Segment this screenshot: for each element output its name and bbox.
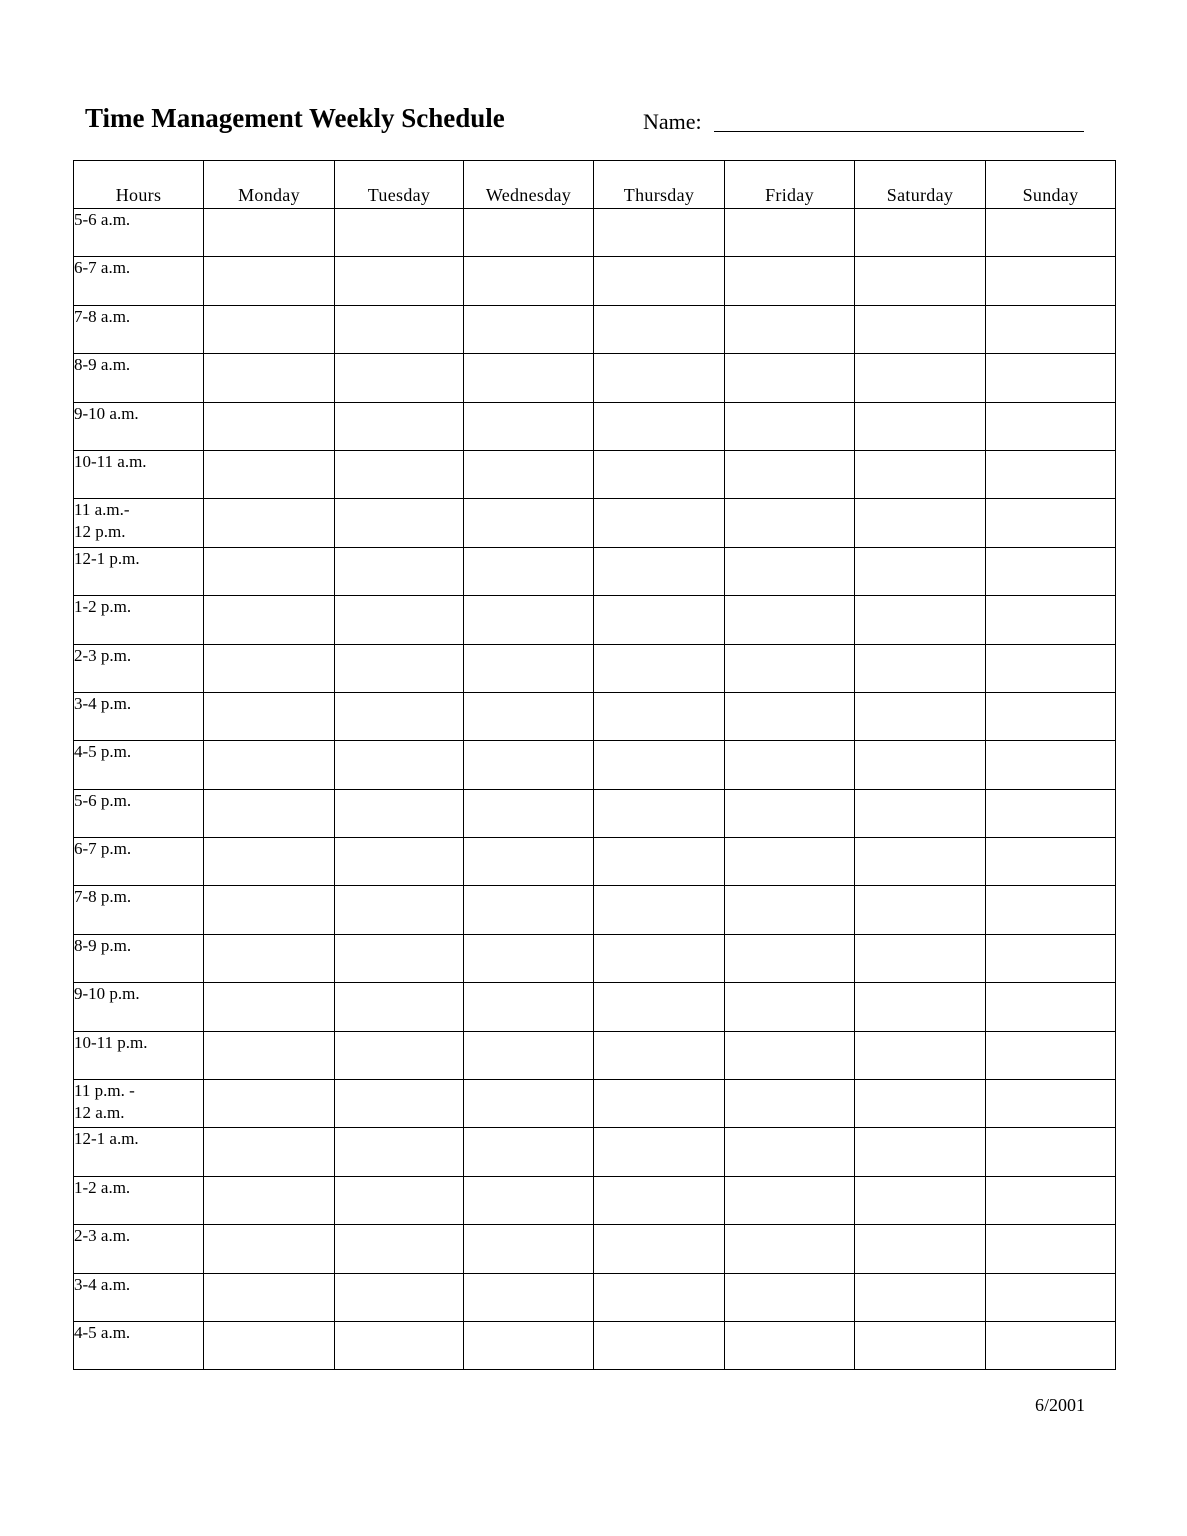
schedule-cell-monday[interactable]	[204, 450, 335, 498]
schedule-cell-tuesday[interactable]	[335, 499, 464, 547]
schedule-cell-thursday[interactable]	[594, 1321, 725, 1369]
table-row	[74, 983, 1116, 1031]
schedule-cell-tuesday[interactable]	[335, 305, 464, 353]
schedule-cell-sunday[interactable]	[986, 1225, 1116, 1273]
schedule-cell-saturday[interactable]	[855, 499, 986, 547]
schedule-cell-sunday[interactable]	[986, 1080, 1116, 1128]
hour-label: 7-8 a.m.	[74, 305, 204, 353]
schedule-cell-wednesday[interactable]	[464, 547, 594, 595]
schedule-cell-saturday[interactable]	[855, 596, 986, 644]
schedule-cell-friday[interactable]	[725, 934, 855, 982]
schedule-cell-sunday[interactable]	[986, 450, 1116, 498]
column-header-tuesday: Tuesday	[335, 161, 464, 209]
schedule-cell-wednesday[interactable]	[464, 450, 594, 498]
schedule-cell-thursday[interactable]	[594, 838, 725, 886]
table-row	[74, 741, 1116, 789]
schedule-cell-saturday[interactable]	[855, 789, 986, 837]
schedule-cell-thursday[interactable]	[594, 983, 725, 1031]
column-header-saturday: Saturday	[855, 161, 986, 209]
schedule-cell-monday[interactable]	[204, 1321, 335, 1369]
schedule-cell-sunday[interactable]	[986, 886, 1116, 934]
schedule-cell-wednesday[interactable]	[464, 209, 594, 257]
schedule-cell-sunday[interactable]	[986, 741, 1116, 789]
schedule-cell-thursday[interactable]	[594, 644, 725, 692]
schedule-cell-tuesday[interactable]	[335, 1273, 464, 1321]
schedule-cell-saturday[interactable]	[855, 1031, 986, 1079]
page-title: Time Management Weekly Schedule	[85, 103, 505, 133]
table-row	[74, 1176, 1116, 1224]
schedule-cell-sunday[interactable]	[986, 789, 1116, 837]
schedule-cell-thursday[interactable]	[594, 1176, 725, 1224]
schedule-cell-sunday[interactable]	[986, 354, 1116, 402]
hour-label: 9-10 a.m.	[74, 402, 204, 450]
schedule-cell-tuesday[interactable]	[335, 402, 464, 450]
table-row	[74, 547, 1116, 595]
schedule-cell-saturday[interactable]	[855, 450, 986, 498]
schedule-cell-wednesday[interactable]	[464, 499, 594, 547]
schedule-cell-friday[interactable]	[725, 1080, 855, 1128]
schedule-cell-thursday[interactable]	[594, 934, 725, 982]
schedule-cell-friday[interactable]	[725, 1128, 855, 1176]
schedule-cell-friday[interactable]	[725, 1225, 855, 1273]
hour-label: 9-10 p.m.	[74, 983, 204, 1031]
schedule-cell-tuesday[interactable]	[335, 983, 464, 1031]
table-row	[74, 305, 1116, 353]
hour-label: 8-9 a.m.	[74, 354, 204, 402]
schedule-cell-monday[interactable]	[204, 692, 335, 740]
table-row	[74, 1273, 1116, 1321]
table-row	[74, 499, 1116, 547]
schedule-cell-friday[interactable]	[725, 692, 855, 740]
schedule-cell-wednesday[interactable]	[464, 596, 594, 644]
schedule-cell-sunday[interactable]	[986, 257, 1116, 305]
schedule-cell-friday[interactable]	[725, 257, 855, 305]
column-header-friday: Friday	[725, 161, 855, 209]
schedule-cell-thursday[interactable]	[594, 450, 725, 498]
hour-label: 1-2 p.m.	[74, 596, 204, 644]
schedule-cell-tuesday[interactable]	[335, 1225, 464, 1273]
schedule-cell-thursday[interactable]	[594, 1031, 725, 1079]
schedule-cell-tuesday[interactable]	[335, 354, 464, 402]
schedule-cell-thursday[interactable]	[594, 789, 725, 837]
schedule-cell-tuesday[interactable]	[335, 1031, 464, 1079]
table-row	[74, 934, 1116, 982]
table-row	[74, 450, 1116, 498]
schedule-body	[74, 209, 1116, 1370]
schedule-cell-monday[interactable]	[204, 741, 335, 789]
schedule-cell-saturday[interactable]	[855, 644, 986, 692]
table-row	[74, 354, 1116, 402]
hour-label: 11 p.m. - 12 a.m.	[74, 1080, 204, 1128]
schedule-cell-wednesday[interactable]	[464, 741, 594, 789]
schedule-cell-monday[interactable]	[204, 983, 335, 1031]
schedule-cell-saturday[interactable]	[855, 402, 986, 450]
hour-label: 8-9 p.m.	[74, 934, 204, 982]
column-header-hours: Hours	[74, 161, 204, 209]
schedule-cell-wednesday[interactable]	[464, 257, 594, 305]
schedule-cell-thursday[interactable]	[594, 1128, 725, 1176]
schedule-cell-thursday[interactable]	[594, 209, 725, 257]
schedule-cell-tuesday[interactable]	[335, 1176, 464, 1224]
schedule-cell-saturday[interactable]	[855, 257, 986, 305]
schedule-cell-saturday[interactable]	[855, 1176, 986, 1224]
schedule-cell-thursday[interactable]	[594, 596, 725, 644]
schedule-cell-tuesday[interactable]	[335, 450, 464, 498]
schedule-cell-tuesday[interactable]	[335, 741, 464, 789]
schedule-cell-tuesday[interactable]	[335, 596, 464, 644]
schedule-cell-monday[interactable]	[204, 644, 335, 692]
schedule-cell-thursday[interactable]	[594, 1080, 725, 1128]
schedule-cell-thursday[interactable]	[594, 1225, 725, 1273]
schedule-cell-tuesday[interactable]	[335, 257, 464, 305]
hour-label: 5-6 p.m.	[74, 789, 204, 837]
schedule-cell-sunday[interactable]	[986, 499, 1116, 547]
schedule-cell-monday[interactable]	[204, 257, 335, 305]
schedule-cell-saturday[interactable]	[855, 886, 986, 934]
hour-label: 6-7 p.m.	[74, 838, 204, 886]
schedule-cell-friday[interactable]	[725, 499, 855, 547]
schedule-cell-thursday[interactable]	[594, 547, 725, 595]
table-row	[74, 596, 1116, 644]
schedule-cell-wednesday[interactable]	[464, 1273, 594, 1321]
schedule-cell-sunday[interactable]	[986, 983, 1116, 1031]
schedule-cell-saturday[interactable]	[855, 209, 986, 257]
schedule-cell-sunday[interactable]	[986, 1321, 1116, 1369]
name-label: Name:	[643, 109, 702, 134]
schedule-cell-thursday[interactable]	[594, 354, 725, 402]
schedule-cell-sunday[interactable]	[986, 305, 1116, 353]
table-row	[74, 257, 1116, 305]
schedule-cell-friday[interactable]	[725, 886, 855, 934]
schedule-cell-friday[interactable]	[725, 402, 855, 450]
hour-label: 5-6 a.m.	[74, 209, 204, 257]
hour-label: 10-11 p.m.	[74, 1031, 204, 1079]
name-blank-line[interactable]	[714, 130, 1084, 132]
hour-label: 10-11 a.m.	[74, 450, 204, 498]
schedule-cell-thursday[interactable]	[594, 305, 725, 353]
schedule-cell-friday[interactable]	[725, 1031, 855, 1079]
schedule-cell-wednesday[interactable]	[464, 692, 594, 740]
schedule-cell-monday[interactable]	[204, 934, 335, 982]
schedule-cell-wednesday[interactable]	[464, 886, 594, 934]
schedule-cell-thursday[interactable]	[594, 1273, 725, 1321]
schedule-cell-saturday[interactable]	[855, 1080, 986, 1128]
hour-label: 3-4 p.m.	[74, 692, 204, 740]
schedule-cell-monday[interactable]	[204, 1128, 335, 1176]
schedule-cell-friday[interactable]	[725, 983, 855, 1031]
hour-label: 3-4 a.m.	[74, 1273, 204, 1321]
schedule-cell-wednesday[interactable]	[464, 1031, 594, 1079]
schedule-cell-saturday[interactable]	[855, 741, 986, 789]
name-field-area	[643, 106, 1084, 136]
schedule-cell-sunday[interactable]	[986, 1128, 1116, 1176]
schedule-cell-monday[interactable]	[204, 402, 335, 450]
table-row	[74, 1225, 1116, 1273]
schedule-cell-saturday[interactable]	[855, 1128, 986, 1176]
table-row	[74, 1321, 1116, 1369]
column-header-wednesday: Wednesday	[464, 161, 594, 209]
hour-label: 7-8 p.m.	[74, 886, 204, 934]
table-row	[74, 1080, 1116, 1128]
schedule-cell-sunday[interactable]	[986, 596, 1116, 644]
schedule-cell-wednesday[interactable]	[464, 1225, 594, 1273]
schedule-cell-monday[interactable]	[204, 354, 335, 402]
hour-label: 1-2 a.m.	[74, 1176, 204, 1224]
schedule-cell-thursday[interactable]	[594, 499, 725, 547]
schedule-cell-friday[interactable]	[725, 305, 855, 353]
schedule-cell-sunday[interactable]	[986, 644, 1116, 692]
schedule-cell-friday[interactable]	[725, 1321, 855, 1369]
schedule-cell-saturday[interactable]	[855, 1225, 986, 1273]
schedule-cell-monday[interactable]	[204, 1031, 335, 1079]
table-row	[74, 838, 1116, 886]
schedule-cell-friday[interactable]	[725, 354, 855, 402]
schedule-cell-thursday[interactable]	[594, 257, 725, 305]
schedule-cell-saturday[interactable]	[855, 983, 986, 1031]
column-header-thursday: Thursday	[594, 161, 725, 209]
schedule-cell-saturday[interactable]	[855, 1273, 986, 1321]
table-row	[74, 644, 1116, 692]
hour-label: 6-7 a.m.	[74, 257, 204, 305]
schedule-cell-monday[interactable]	[204, 789, 335, 837]
schedule-cell-wednesday[interactable]	[464, 305, 594, 353]
schedule-cell-tuesday[interactable]	[335, 692, 464, 740]
schedule-cell-monday[interactable]	[204, 1273, 335, 1321]
schedule-cell-wednesday[interactable]	[464, 934, 594, 982]
column-header-sunday: Sunday	[986, 161, 1116, 209]
table-row	[74, 1031, 1116, 1079]
schedule-cell-thursday[interactable]	[594, 886, 725, 934]
schedule-cell-friday[interactable]	[725, 644, 855, 692]
table-row	[74, 692, 1116, 740]
table-row	[74, 886, 1116, 934]
schedule-cell-sunday[interactable]	[986, 1031, 1116, 1079]
schedule-cell-wednesday[interactable]	[464, 838, 594, 886]
revision-date: 6/2001	[1035, 1395, 1086, 1415]
schedule-cell-monday[interactable]	[204, 305, 335, 353]
schedule-cell-friday[interactable]	[725, 209, 855, 257]
schedule-cell-monday[interactable]	[204, 547, 335, 595]
schedule-cell-thursday[interactable]	[594, 692, 725, 740]
schedule-cell-friday[interactable]	[725, 1176, 855, 1224]
schedule-cell-friday[interactable]	[725, 741, 855, 789]
schedule-cell-wednesday[interactable]	[464, 983, 594, 1031]
schedule-cell-monday[interactable]	[204, 209, 335, 257]
schedule-cell-wednesday[interactable]	[464, 402, 594, 450]
schedule-cell-wednesday[interactable]	[464, 1128, 594, 1176]
schedule-cell-sunday[interactable]	[986, 692, 1116, 740]
schedule-cell-sunday[interactable]	[986, 1273, 1116, 1321]
hour-label: 12-1 p.m.	[74, 547, 204, 595]
schedule-cell-thursday[interactable]	[594, 741, 725, 789]
schedule-cell-friday[interactable]	[725, 789, 855, 837]
schedule-cell-tuesday[interactable]	[335, 644, 464, 692]
schedule-cell-tuesday[interactable]	[335, 547, 464, 595]
hour-label: 12-1 a.m.	[74, 1128, 204, 1176]
schedule-cell-wednesday[interactable]	[464, 1176, 594, 1224]
schedule-cell-monday[interactable]	[204, 1080, 335, 1128]
schedule-cell-monday[interactable]	[204, 838, 335, 886]
column-header-monday: Monday	[204, 161, 335, 209]
schedule-cell-monday[interactable]	[204, 1225, 335, 1273]
hour-label: 2-3 a.m.	[74, 1225, 204, 1273]
schedule-cell-tuesday[interactable]	[335, 934, 464, 982]
schedule-cell-saturday[interactable]	[855, 547, 986, 595]
schedule-cell-sunday[interactable]	[986, 934, 1116, 982]
schedule-cell-friday[interactable]	[725, 596, 855, 644]
schedule-cell-saturday[interactable]	[855, 934, 986, 982]
schedule-cell-wednesday[interactable]	[464, 1321, 594, 1369]
schedule-cell-sunday[interactable]	[986, 838, 1116, 886]
schedule-cell-sunday[interactable]	[986, 402, 1116, 450]
schedule-cell-tuesday[interactable]	[335, 838, 464, 886]
schedule-cell-monday[interactable]	[204, 1176, 335, 1224]
weekly-schedule-table	[73, 160, 1116, 1370]
schedule-cell-saturday[interactable]	[855, 305, 986, 353]
schedule-cell-saturday[interactable]	[855, 354, 986, 402]
hour-label: 11 a.m.- 12 p.m.	[74, 499, 204, 547]
schedule-cell-friday[interactable]	[725, 450, 855, 498]
schedule-cell-sunday[interactable]	[986, 209, 1116, 257]
schedule-cell-sunday[interactable]	[986, 1176, 1116, 1224]
schedule-cell-tuesday[interactable]	[335, 209, 464, 257]
header-row	[74, 161, 1116, 209]
schedule-cell-wednesday[interactable]	[464, 354, 594, 402]
schedule-cell-saturday[interactable]	[855, 692, 986, 740]
hour-label: 2-3 p.m.	[74, 644, 204, 692]
schedule-cell-friday[interactable]	[725, 838, 855, 886]
table-row	[74, 1128, 1116, 1176]
schedule-cell-wednesday[interactable]	[464, 644, 594, 692]
schedule-cell-tuesday[interactable]	[335, 1321, 464, 1369]
table-row	[74, 789, 1116, 837]
schedule-cell-monday[interactable]	[204, 886, 335, 934]
schedule-cell-tuesday[interactable]	[335, 1080, 464, 1128]
schedule-cell-saturday[interactable]	[855, 1321, 986, 1369]
schedule-cell-wednesday[interactable]	[464, 789, 594, 837]
schedule-cell-tuesday[interactable]	[335, 1128, 464, 1176]
schedule-cell-friday[interactable]	[725, 1273, 855, 1321]
schedule-cell-friday[interactable]	[725, 547, 855, 595]
table-row	[74, 402, 1116, 450]
schedule-cell-saturday[interactable]	[855, 838, 986, 886]
schedule-cell-monday[interactable]	[204, 499, 335, 547]
schedule-cell-sunday[interactable]	[986, 547, 1116, 595]
table-row	[74, 209, 1116, 257]
hour-label: 4-5 p.m.	[74, 741, 204, 789]
hour-label: 4-5 a.m.	[74, 1321, 204, 1369]
schedule-cell-thursday[interactable]	[594, 402, 725, 450]
schedule-cell-wednesday[interactable]	[464, 1080, 594, 1128]
schedule-cell-tuesday[interactable]	[335, 789, 464, 837]
schedule-cell-tuesday[interactable]	[335, 886, 464, 934]
schedule-cell-monday[interactable]	[204, 596, 335, 644]
